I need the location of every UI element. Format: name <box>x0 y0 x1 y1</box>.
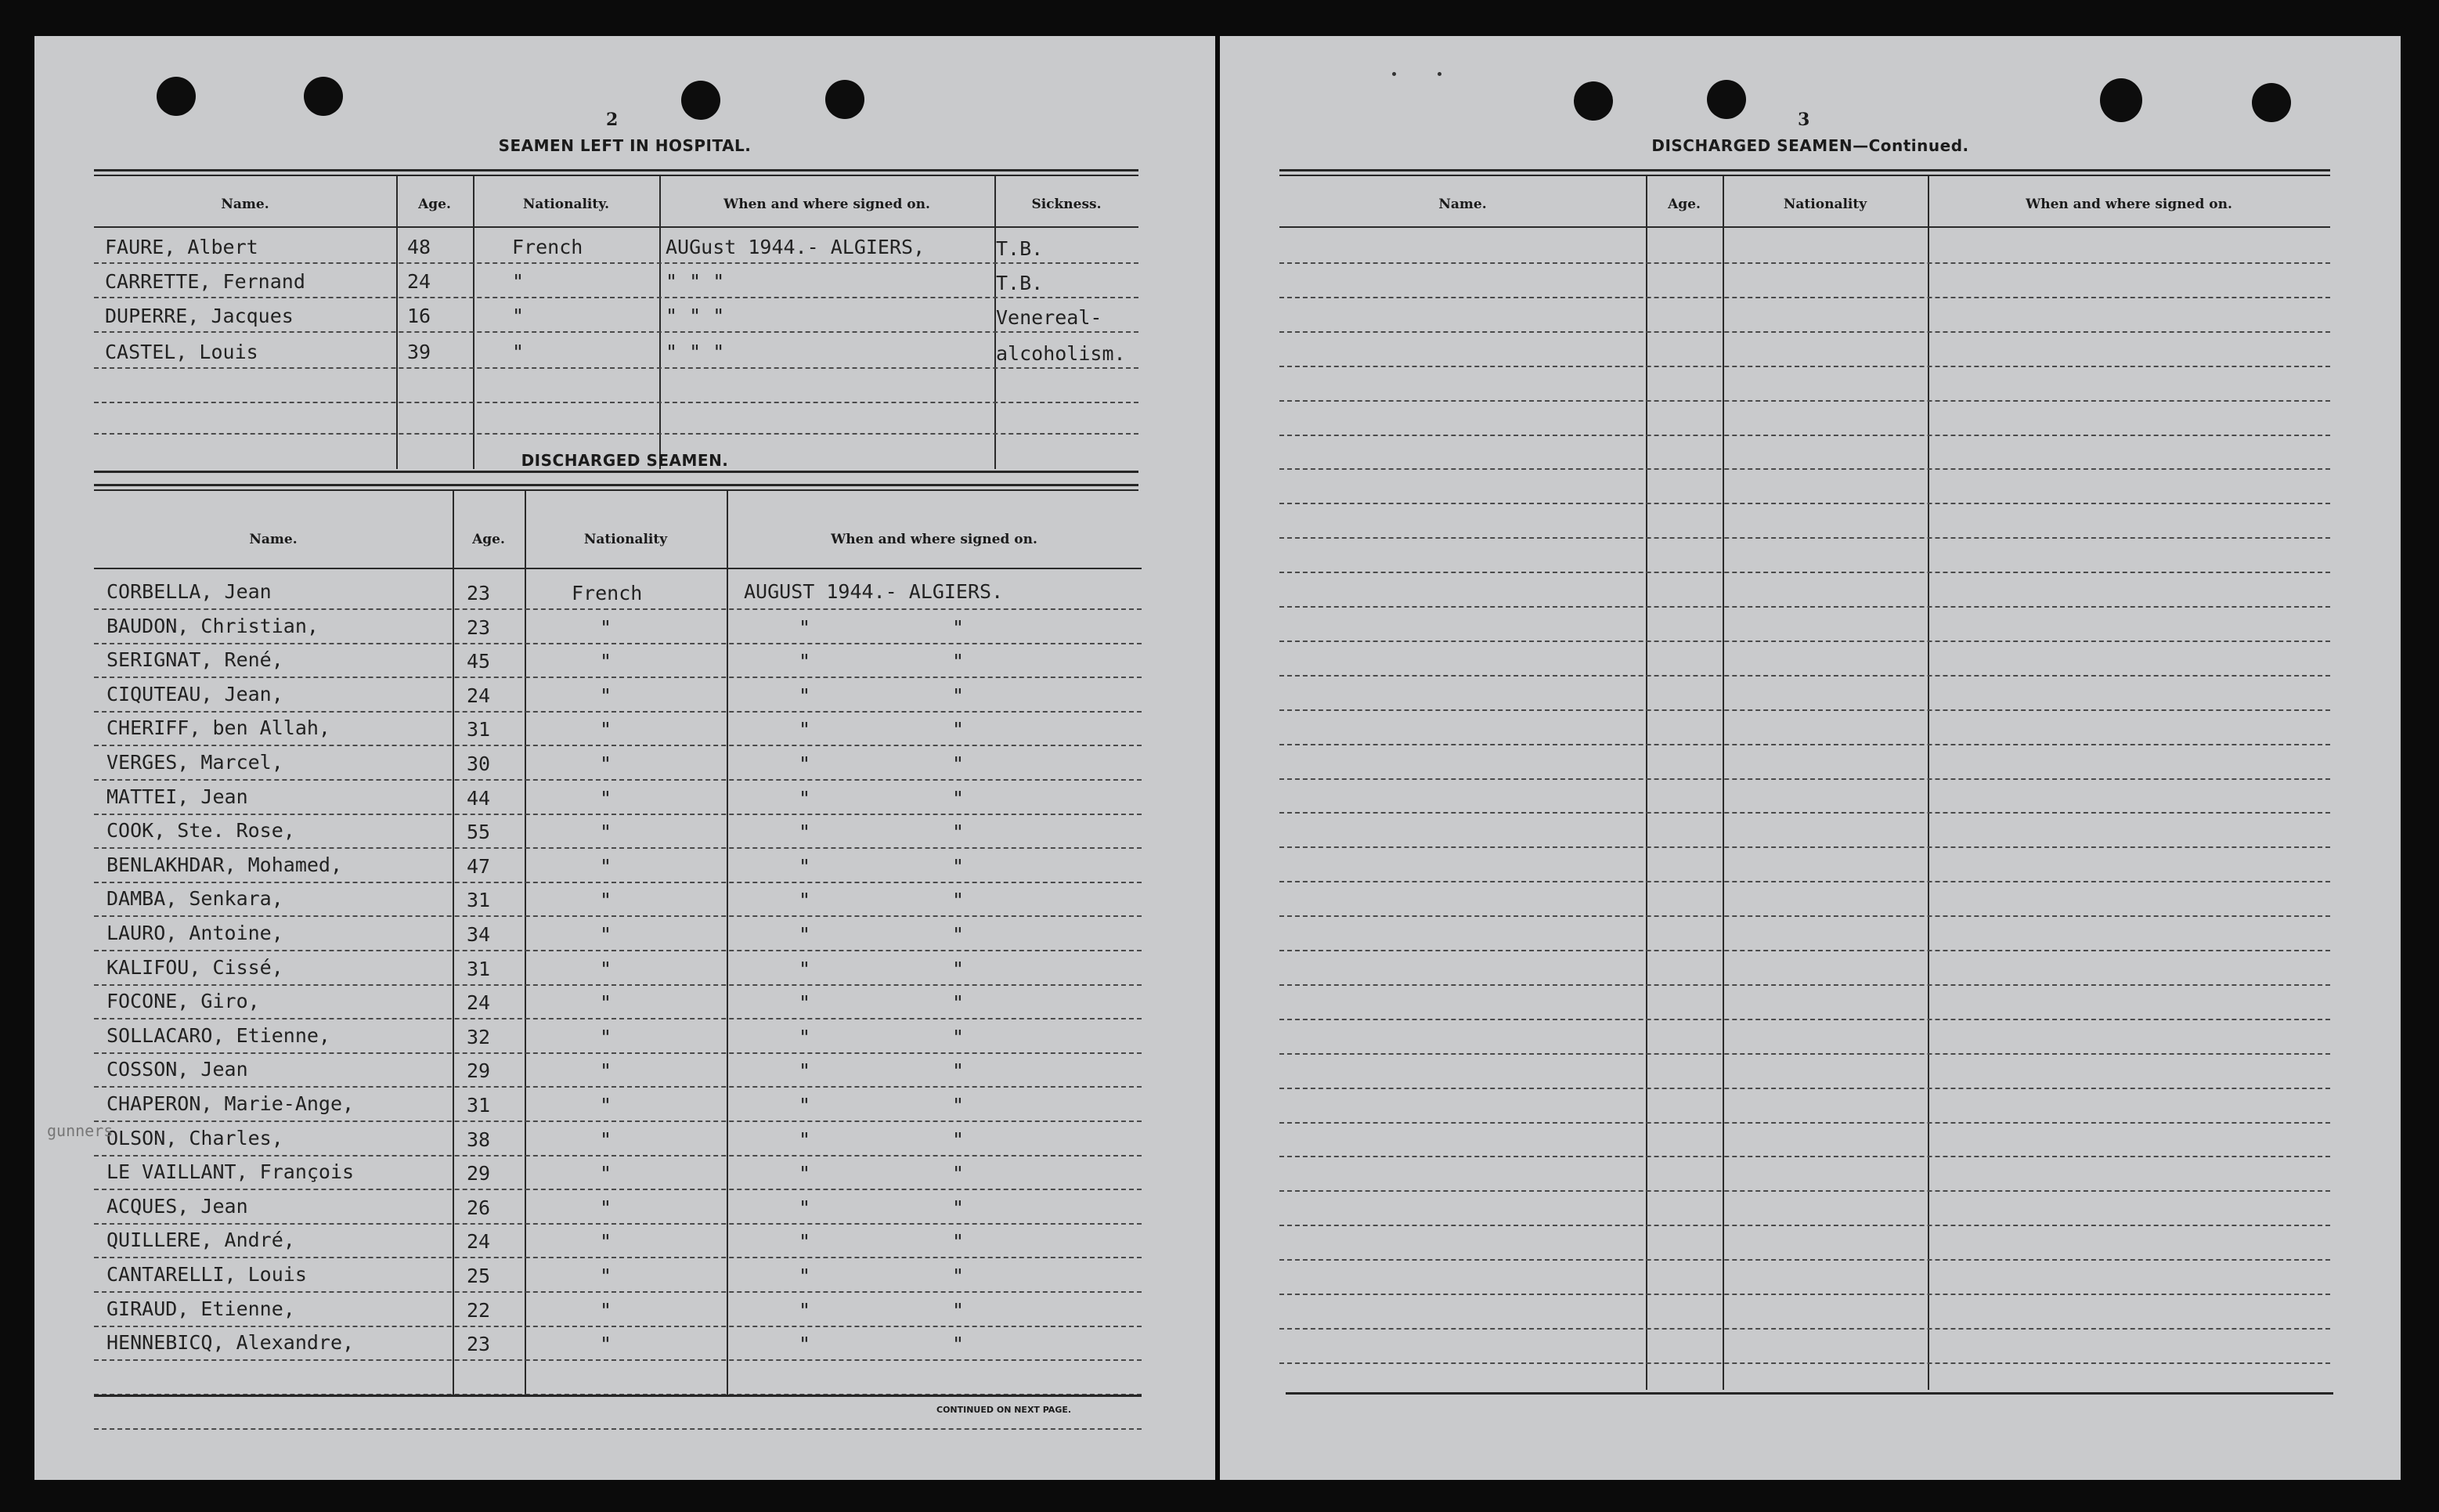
left-page <box>34 36 1215 1480</box>
row-rule <box>1279 606 2330 608</box>
top-rule <box>94 169 1138 171</box>
nationality-cell: " <box>512 270 525 293</box>
age-cell: 31 <box>467 889 491 911</box>
name-cell: BAUDON, Christian, <box>106 615 319 637</box>
name-cell: LAURO, Antoine, <box>106 922 283 944</box>
column-header: When and where signed on. <box>831 532 1037 547</box>
row-rule <box>1279 950 2330 951</box>
name-cell: HENNEBICQ, Alexandre, <box>106 1331 355 1354</box>
nationality-cell: " <box>512 341 525 363</box>
nationality-cell: " <box>600 1059 612 1082</box>
row-rule <box>1279 1225 2330 1226</box>
signed-where-cell: " <box>952 1265 965 1287</box>
row-rule <box>94 402 1138 403</box>
name-cell: CHERIFF, ben Allah, <box>106 716 330 739</box>
signed-where-cell: " <box>952 650 965 673</box>
row-rule <box>1279 641 2330 642</box>
age-cell: 24 <box>407 270 431 293</box>
nationality-cell: " <box>600 684 612 707</box>
signed-where-cell: " <box>952 1162 965 1185</box>
sickness-cell: T.B. <box>996 237 1044 260</box>
row-rule <box>1279 1259 2330 1261</box>
nationality-cell: " <box>600 1162 612 1185</box>
name-cell: GIRAUD, Etienne, <box>106 1297 295 1320</box>
signed-where-cell: " <box>952 1059 965 1082</box>
nationality-cell: " <box>600 1265 612 1287</box>
signed-when-cell: " <box>799 1196 811 1219</box>
column-divider <box>1928 176 1929 1390</box>
row-rule <box>94 1359 1142 1361</box>
signed-when-cell: " <box>799 855 811 878</box>
signed-where-cell: " <box>952 1299 965 1322</box>
name-cell: KALIFOU, Cissé, <box>106 956 283 979</box>
name-cell: SERIGNAT, René, <box>106 648 283 671</box>
age-cell: 31 <box>467 1094 491 1117</box>
name-cell: CARRETTE, Fernand <box>105 270 305 293</box>
signed-where-cell: " <box>952 1094 965 1117</box>
name-cell: CANTARELLI, Louis <box>106 1263 307 1286</box>
age-cell: 44 <box>467 787 491 810</box>
header-rule <box>94 568 1142 569</box>
nationality-cell: " <box>600 1094 612 1117</box>
row-rule <box>1279 572 2330 573</box>
signed-where-cell: " <box>952 1026 965 1048</box>
nationality-cell: French <box>512 236 583 258</box>
row-rule <box>1279 537 2330 539</box>
age-cell: 26 <box>467 1196 491 1219</box>
signed-when-cell: " <box>799 787 811 810</box>
age-cell: 31 <box>467 958 491 980</box>
signed-when-cell: " <box>799 1265 811 1287</box>
punch-hole <box>2252 83 2291 122</box>
name-cell: DUPERRE, Jacques <box>105 305 294 327</box>
column-header: Age. <box>418 197 451 212</box>
row-rule <box>94 1428 1142 1430</box>
row-rule <box>1279 1294 2330 1295</box>
age-cell: 24 <box>467 1230 491 1253</box>
row-rule <box>94 984 1142 986</box>
signed-where-cell: " <box>952 787 965 810</box>
page-number: 2 <box>606 110 619 130</box>
nationality-cell: " <box>600 1333 612 1355</box>
speck <box>1438 72 1441 76</box>
column-header: When and where signed on. <box>2026 197 2232 212</box>
signed-where-cell: " <box>952 855 965 878</box>
column-header: When and where signed on. <box>723 197 930 212</box>
signed-where-cell: " <box>952 889 965 911</box>
row-rule <box>1279 675 2330 677</box>
row-rule <box>1279 262 2330 264</box>
signed-when-cell: " <box>799 752 811 775</box>
signed-where-cell: " <box>952 1333 965 1355</box>
row-rule <box>1279 984 2330 986</box>
discharged-heading: DISCHARGED SEAMEN. <box>521 451 729 470</box>
signed-when-cell: " <box>799 958 811 980</box>
row-rule <box>94 1086 1142 1088</box>
nationality-cell: " <box>600 787 612 810</box>
nationality-cell: " <box>600 991 612 1014</box>
signed-when-cell: " <box>799 616 811 639</box>
right-heading: DISCHARGED SEAMEN—Continued. <box>1651 136 1969 155</box>
signed-cell: " " " <box>666 341 725 363</box>
column-divider <box>659 176 661 469</box>
row-rule <box>94 1189 1142 1190</box>
right-page <box>1220 36 2401 1480</box>
row-rule <box>1279 468 2330 470</box>
row-rule <box>1279 331 2330 333</box>
nationality-cell: " <box>600 650 612 673</box>
bottom-rule <box>1286 1392 2333 1395</box>
top-rule <box>1279 169 2330 171</box>
row-rule <box>94 1223 1142 1225</box>
row-rule <box>94 1018 1142 1019</box>
column-header: Name. <box>249 532 298 547</box>
column-divider <box>396 176 398 469</box>
row-rule <box>1279 297 2330 298</box>
age-cell: 24 <box>467 991 491 1014</box>
signed-where-cell: " <box>952 616 965 639</box>
column-divider <box>473 176 474 469</box>
age-cell: 29 <box>467 1162 491 1185</box>
row-rule <box>94 1291 1142 1293</box>
row-rule <box>1279 366 2330 367</box>
row-rule <box>94 1052 1142 1054</box>
row-rule <box>94 814 1142 815</box>
age-cell: 45 <box>467 650 491 673</box>
column-header: Age. <box>472 532 505 547</box>
name-cell: COOK, Ste. Rose, <box>106 819 295 842</box>
sickness-cell: alcoholism. <box>996 342 1126 365</box>
hospital-table <box>94 176 1138 471</box>
row-rule <box>94 847 1142 849</box>
name-cell: ACQUES, Jean <box>106 1195 248 1218</box>
nationality-cell: " <box>600 616 612 639</box>
age-cell: 38 <box>467 1128 491 1151</box>
column-header: Age. <box>1668 197 1701 212</box>
name-cell: DAMBA, Senkara, <box>106 887 283 910</box>
punch-hole <box>157 77 196 116</box>
signed-where-cell: " <box>952 1128 965 1151</box>
age-cell: 16 <box>407 305 431 327</box>
signed-cell: " " " <box>666 305 725 327</box>
signed-when-cell: " <box>799 718 811 741</box>
row-rule <box>94 882 1142 883</box>
name-cell: BENLAKHDAR, Mohamed, <box>106 853 343 876</box>
row-rule <box>1279 1190 2330 1192</box>
age-cell: 47 <box>467 855 491 878</box>
row-rule <box>94 779 1142 781</box>
signed-where-cell: " <box>952 1230 965 1253</box>
age-cell: 48 <box>407 236 431 258</box>
age-cell: 23 <box>467 582 491 604</box>
nationality-cell: " <box>600 1230 612 1253</box>
row-rule <box>1279 1328 2330 1330</box>
row-rule <box>1279 881 2330 882</box>
section-rule <box>94 484 1138 486</box>
punch-hole <box>681 81 720 120</box>
sickness-cell: Venereal- <box>996 306 1102 329</box>
age-cell: 23 <box>467 616 491 639</box>
hospital-heading: SEAMEN LEFT IN HOSPITAL. <box>498 136 752 155</box>
signed-cell: " " " <box>666 270 725 293</box>
row-rule <box>94 1326 1142 1327</box>
name-cell: CORBELLA, Jean <box>106 580 272 603</box>
name-cell: CASTEL, Louis <box>105 341 258 363</box>
name-cell: OLSON, Charles, <box>106 1127 283 1149</box>
row-rule <box>1279 1053 2330 1055</box>
nationality-cell: " <box>512 305 525 327</box>
row-rule <box>94 1155 1142 1157</box>
row-rule <box>94 1257 1142 1258</box>
nationality-cell: " <box>600 752 612 775</box>
signed-when-cell: " <box>799 1299 811 1322</box>
row-rule <box>1279 744 2330 745</box>
row-rule <box>1279 915 2330 917</box>
signed-when-cell: " <box>799 1333 811 1355</box>
row-rule <box>1279 1156 2330 1157</box>
signed-when-cell: " <box>799 1059 811 1082</box>
nationality-cell: French <box>572 582 643 604</box>
row-rule <box>94 950 1142 951</box>
header-rule <box>94 226 1138 228</box>
signed-when-cell: " <box>799 1162 811 1185</box>
name-cell: CHAPERON, Marie-Ange, <box>106 1092 355 1115</box>
column-header: Nationality <box>583 532 668 547</box>
age-cell: 22 <box>467 1299 491 1322</box>
name-cell: LE VAILLANT, François <box>106 1160 355 1183</box>
signed-when-cell: " <box>799 1094 811 1117</box>
bottom-rule <box>94 1395 1142 1397</box>
signed-when-cell: " <box>799 684 811 707</box>
name-cell: QUILLERE, André, <box>106 1229 295 1251</box>
row-rule <box>1279 1019 2330 1020</box>
name-cell: VERGES, Marcel, <box>106 751 283 774</box>
signed-when-cell: " <box>799 821 811 843</box>
signed-where-cell: " <box>952 684 965 707</box>
signed-where-cell: " <box>952 991 965 1014</box>
nationality-cell: " <box>600 718 612 741</box>
age-cell: 29 <box>467 1059 491 1082</box>
row-rule <box>94 711 1142 713</box>
row-rule <box>94 1120 1142 1122</box>
row-rule <box>1279 812 2330 814</box>
continued-note: CONTINUED ON NEXT PAGE. <box>936 1405 1072 1415</box>
column-header: Sickness. <box>1031 197 1102 212</box>
age-cell: 55 <box>467 821 491 843</box>
signed-when-cell: " <box>799 889 811 911</box>
age-cell: 39 <box>407 341 431 363</box>
row-rule <box>94 643 1142 644</box>
age-cell: 30 <box>467 752 491 775</box>
sickness-cell: T.B. <box>996 272 1044 294</box>
signed-when-cell: " <box>799 991 811 1014</box>
row-rule <box>1279 846 2330 848</box>
row-rule <box>94 262 1138 264</box>
row-rule <box>1279 435 2330 436</box>
row-rule <box>94 331 1138 333</box>
column-divider <box>1723 176 1724 1390</box>
name-cell: SOLLACARO, Etienne, <box>106 1024 330 1047</box>
age-cell: 34 <box>467 923 491 946</box>
signed-when-cell: " <box>799 923 811 946</box>
page-number: 3 <box>1798 110 1810 130</box>
section-rule <box>94 471 1138 473</box>
row-rule <box>1279 1088 2330 1089</box>
column-divider <box>525 491 526 1396</box>
header-rule <box>1279 226 2330 228</box>
discharged-table <box>94 491 1142 1431</box>
row-rule <box>1279 709 2330 711</box>
signed-where-cell: " <box>952 718 965 741</box>
signed-cell: AUGUST 1944.- ALGIERS. <box>744 580 1004 603</box>
signed-where-cell: " <box>952 958 965 980</box>
name-cell: CIQUTEAU, Jean, <box>106 683 283 705</box>
column-divider <box>1646 176 1647 1390</box>
nationality-cell: " <box>600 1026 612 1048</box>
nationality-cell: " <box>600 958 612 980</box>
row-rule <box>1279 400 2330 402</box>
punch-hole <box>304 77 343 116</box>
row-rule <box>94 608 1142 610</box>
punch-hole <box>825 80 864 119</box>
row-rule <box>94 297 1138 298</box>
nationality-cell: " <box>600 1128 612 1151</box>
nationality-cell: " <box>600 1299 612 1322</box>
row-rule <box>94 367 1138 369</box>
age-cell: 24 <box>467 684 491 707</box>
row-rule <box>1279 1122 2330 1124</box>
column-header: Nationality <box>1783 197 1867 212</box>
row-rule <box>94 433 1138 435</box>
column-header: Name. <box>221 197 269 212</box>
signed-where-cell: " <box>952 1196 965 1219</box>
nationality-cell: " <box>600 923 612 946</box>
column-divider <box>727 491 728 1396</box>
punch-hole <box>2100 78 2142 122</box>
row-rule <box>1279 503 2330 504</box>
signed-when-cell: " <box>799 650 811 673</box>
signed-when-cell: " <box>799 1026 811 1048</box>
row-rule <box>1279 1362 2330 1364</box>
age-cell: 32 <box>467 1026 491 1048</box>
row-rule <box>94 677 1142 678</box>
column-divider <box>453 491 454 1396</box>
name-cell: FAURE, Albert <box>105 236 258 258</box>
nationality-cell: " <box>600 889 612 911</box>
column-header: Name. <box>1438 197 1487 212</box>
name-cell: FOCONE, Giro, <box>106 990 260 1012</box>
speck <box>1392 72 1396 76</box>
signed-where-cell: " <box>952 821 965 843</box>
punch-hole <box>1707 80 1746 119</box>
nationality-cell: " <box>600 855 612 878</box>
column-header: Nationality. <box>522 197 610 212</box>
nationality-cell: " <box>600 1196 612 1219</box>
row-rule <box>94 915 1142 917</box>
name-cell: COSSON, Jean <box>106 1058 248 1081</box>
row-rule <box>1279 778 2330 780</box>
row-rule <box>94 745 1142 746</box>
nationality-cell: " <box>600 821 612 843</box>
signed-when-cell: " <box>799 1230 811 1253</box>
signed-when-cell: " <box>799 1128 811 1151</box>
name-cell: MATTEI, Jean <box>106 785 248 808</box>
signed-where-cell: " <box>952 752 965 775</box>
age-cell: 25 <box>467 1265 491 1287</box>
right-table <box>1279 176 2330 1437</box>
age-cell: 31 <box>467 718 491 741</box>
punch-hole <box>1574 81 1613 121</box>
signed-cell: AUGust 1944.- ALGIERS, <box>666 236 925 258</box>
margin-note: gunners <box>47 1121 114 1140</box>
signed-where-cell: " <box>952 923 965 946</box>
age-cell: 23 <box>467 1333 491 1355</box>
